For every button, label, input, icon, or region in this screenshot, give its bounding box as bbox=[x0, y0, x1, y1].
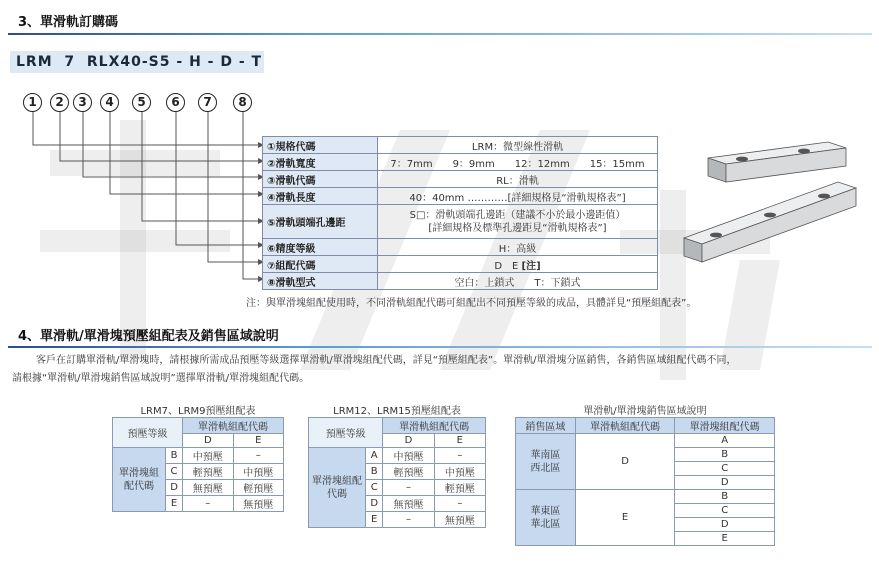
spec-label-cell: ⑦組配代碼 bbox=[263, 256, 378, 273]
code-part-grade: H bbox=[189, 54, 202, 70]
spec-value-cell: 空白：上鎖式 T：下鎖式 bbox=[378, 273, 658, 290]
spec-row-type bbox=[263, 273, 658, 290]
marker-2: 2 bbox=[50, 93, 69, 112]
table1-block-header: 單滑塊組配代碼 bbox=[113, 448, 166, 512]
region-cell bbox=[516, 434, 576, 490]
spec-label-cell: ⑤滑軌頭端孔邊距 bbox=[263, 205, 378, 239]
table2-caption: LRM12、LRM15預壓組配表 bbox=[308, 402, 486, 418]
code-dash: - bbox=[207, 54, 215, 70]
spec-value-cell: D E [注] bbox=[378, 256, 658, 273]
spec-label-cell: ②滑軌寬度 bbox=[263, 154, 378, 171]
preload-cell: – bbox=[383, 512, 434, 528]
marker-5: 5 bbox=[132, 93, 151, 112]
long-rail-image bbox=[684, 182, 856, 262]
rail-code-cell: D bbox=[575, 434, 675, 490]
spec-row-length bbox=[263, 188, 658, 205]
code-dash: - bbox=[238, 54, 246, 70]
preload-cell: – bbox=[233, 448, 283, 464]
table1-rail-header: 單滑軌組配代碼 bbox=[183, 418, 284, 434]
block-code: A bbox=[675, 434, 775, 448]
block-code: E bbox=[366, 512, 383, 528]
marker-3: 3 bbox=[73, 93, 92, 112]
code-part-rail: RLX40-S5 bbox=[86, 54, 171, 70]
block-code: A bbox=[366, 448, 383, 464]
marker-7: 7 bbox=[198, 93, 217, 112]
short-rail-image bbox=[708, 142, 846, 182]
section3-title: 3、單滑軌訂購碼 bbox=[18, 15, 119, 30]
block-code: B bbox=[166, 448, 183, 464]
table3-header: 銷售區域 bbox=[516, 418, 576, 434]
spec-value-line: S□：滑軌頭端孔邊距（建議不小於最小邊距值） bbox=[409, 209, 626, 221]
preload-cell: 輕預壓 bbox=[434, 480, 485, 496]
section4-divider bbox=[8, 346, 872, 348]
preload-cell: 中預壓 bbox=[183, 448, 233, 464]
spec-label-cell: ①規格代碼 bbox=[263, 137, 378, 154]
preload-cell: 輕預壓 bbox=[183, 464, 233, 480]
block-code: C bbox=[675, 462, 775, 476]
preload-cell: 輕預壓 bbox=[233, 480, 283, 496]
spec-label-cell: ④滑軌長度 bbox=[263, 188, 378, 205]
table-row bbox=[516, 490, 775, 504]
block-code: D bbox=[675, 518, 775, 532]
preload-cell: 中預壓 bbox=[383, 448, 434, 464]
table1-rail-code: D bbox=[183, 434, 233, 448]
preload-cell: – bbox=[183, 496, 233, 512]
note-marker: [注] bbox=[521, 260, 541, 272]
table1-rail-code: E bbox=[233, 434, 283, 448]
table-row bbox=[516, 434, 775, 448]
region-name: 華北區 bbox=[530, 518, 561, 530]
rail-code-cell: E bbox=[575, 490, 675, 546]
code-part-series: LRM bbox=[16, 54, 53, 70]
block-code: D bbox=[166, 480, 183, 496]
block-code: B bbox=[675, 448, 775, 462]
block-code: D bbox=[675, 476, 775, 490]
sales-region-table bbox=[515, 417, 775, 546]
code-part-match: D bbox=[220, 54, 233, 70]
preload-table-lrm12-15 bbox=[308, 417, 486, 528]
preload-cell: 無預壓 bbox=[383, 496, 434, 512]
preload-cell: 中預壓 bbox=[434, 464, 485, 480]
preload-cell: 輕預壓 bbox=[383, 464, 434, 480]
spec-label-cell: ⑥精度等級 bbox=[263, 239, 378, 256]
table-row bbox=[113, 448, 284, 464]
spec-value-cell: RL：滑軌 bbox=[378, 171, 658, 188]
block-code: C bbox=[366, 480, 383, 496]
code-dash: - bbox=[176, 54, 184, 70]
marker-6: 6 bbox=[166, 93, 185, 112]
spec-value-cell: 40：40mm …………[詳細規格見“滑軌規格表”] bbox=[378, 188, 658, 205]
spec-value-cell: H：高級 bbox=[378, 239, 658, 256]
spec-row-grade bbox=[263, 239, 658, 256]
spec-label-cell: ③滑軌代碼 bbox=[263, 171, 378, 188]
marker-8: 8 bbox=[233, 93, 252, 112]
block-code: B bbox=[675, 490, 775, 504]
spec-table bbox=[262, 136, 658, 290]
region-cell bbox=[516, 490, 576, 546]
code-part-width: 7 bbox=[64, 54, 76, 70]
marker-1: 1 bbox=[23, 93, 42, 112]
spec-row-width bbox=[263, 154, 658, 171]
preload-cell: 無預壓 bbox=[183, 480, 233, 496]
section4-title: 4、單滑軌/單滑塊預壓組配表及銷售區域說明 bbox=[18, 329, 279, 344]
spec-label-cell: ⑧滑軌型式 bbox=[263, 273, 378, 290]
table1-corner: 預壓等級 bbox=[113, 418, 183, 448]
spec-note: 注：與單滑塊組配使用時，不同滑軌組配代碼可組配出不同預壓等級的成品，具體詳見“預壓組配表”。 bbox=[246, 298, 697, 309]
spec-row-series bbox=[263, 137, 658, 154]
preload-cell: – bbox=[434, 496, 485, 512]
preload-cell: 無預壓 bbox=[434, 512, 485, 528]
preload-table-lrm7-9 bbox=[112, 417, 284, 512]
table2-block-header: 單滑塊組配代碼 bbox=[309, 448, 366, 528]
table-row bbox=[309, 448, 486, 464]
spec-value-cell: 7：7mm 9：9mm 12：12mm 15：15mm bbox=[378, 154, 658, 171]
table2-rail-code: E bbox=[434, 434, 485, 448]
spec-value-cell bbox=[378, 205, 658, 239]
code-part-type: T bbox=[251, 54, 263, 70]
block-code: C bbox=[675, 504, 775, 518]
rail-illustration bbox=[680, 140, 860, 265]
spec-value-line: [詳細規格及標準孔邊距見“滑軌規格表”] bbox=[428, 222, 607, 234]
marker-4: 4 bbox=[100, 93, 119, 112]
spec-row-rail bbox=[263, 171, 658, 188]
table3-header: 單滑軌組配代碼 bbox=[575, 418, 675, 434]
spec-row-hole-pitch bbox=[263, 205, 658, 239]
preload-cell: 中預壓 bbox=[233, 464, 283, 480]
spec-value-cell: LRM：微型線性滑軌 bbox=[378, 137, 658, 154]
preload-cell: – bbox=[383, 480, 434, 496]
block-code: C bbox=[166, 464, 183, 480]
region-name: 西北區 bbox=[530, 462, 561, 474]
preload-cell: 無預壓 bbox=[233, 496, 283, 512]
table2-corner: 預壓等級 bbox=[309, 418, 383, 448]
table1-caption: LRM7、LRM9預壓組配表 bbox=[112, 402, 284, 418]
section4-paragraph-line1: 客戶在訂購單滑軌/單滑塊時，請根據所需成品預壓等級選擇單滑軌/單滑塊組配代碼，詳見“預壓組配表”。單滑軌/單滑塊分區銷售，各銷售區域組配代碼不同， bbox=[36, 355, 737, 366]
region-name: 華南區 bbox=[530, 449, 561, 461]
table3-header: 單滑塊組配代碼 bbox=[675, 418, 775, 434]
preload-cell: – bbox=[434, 448, 485, 464]
table2-rail-header: 單滑軌組配代碼 bbox=[383, 418, 486, 434]
region-name: 華東區 bbox=[530, 505, 561, 517]
block-code: D bbox=[366, 496, 383, 512]
table2-rail-code: D bbox=[383, 434, 434, 448]
block-code: E bbox=[675, 532, 775, 546]
block-code: E bbox=[166, 496, 183, 512]
spec-row-match-code bbox=[263, 256, 658, 273]
table3-caption: 單滑軌/單滑塊銷售區域說明 bbox=[515, 402, 775, 418]
block-code: B bbox=[366, 464, 383, 480]
section4-paragraph-line2: 請根據“單滑軌/單滑塊銷售區域說明”選擇單滑軌/單滑塊組配代碼。 bbox=[12, 373, 310, 384]
